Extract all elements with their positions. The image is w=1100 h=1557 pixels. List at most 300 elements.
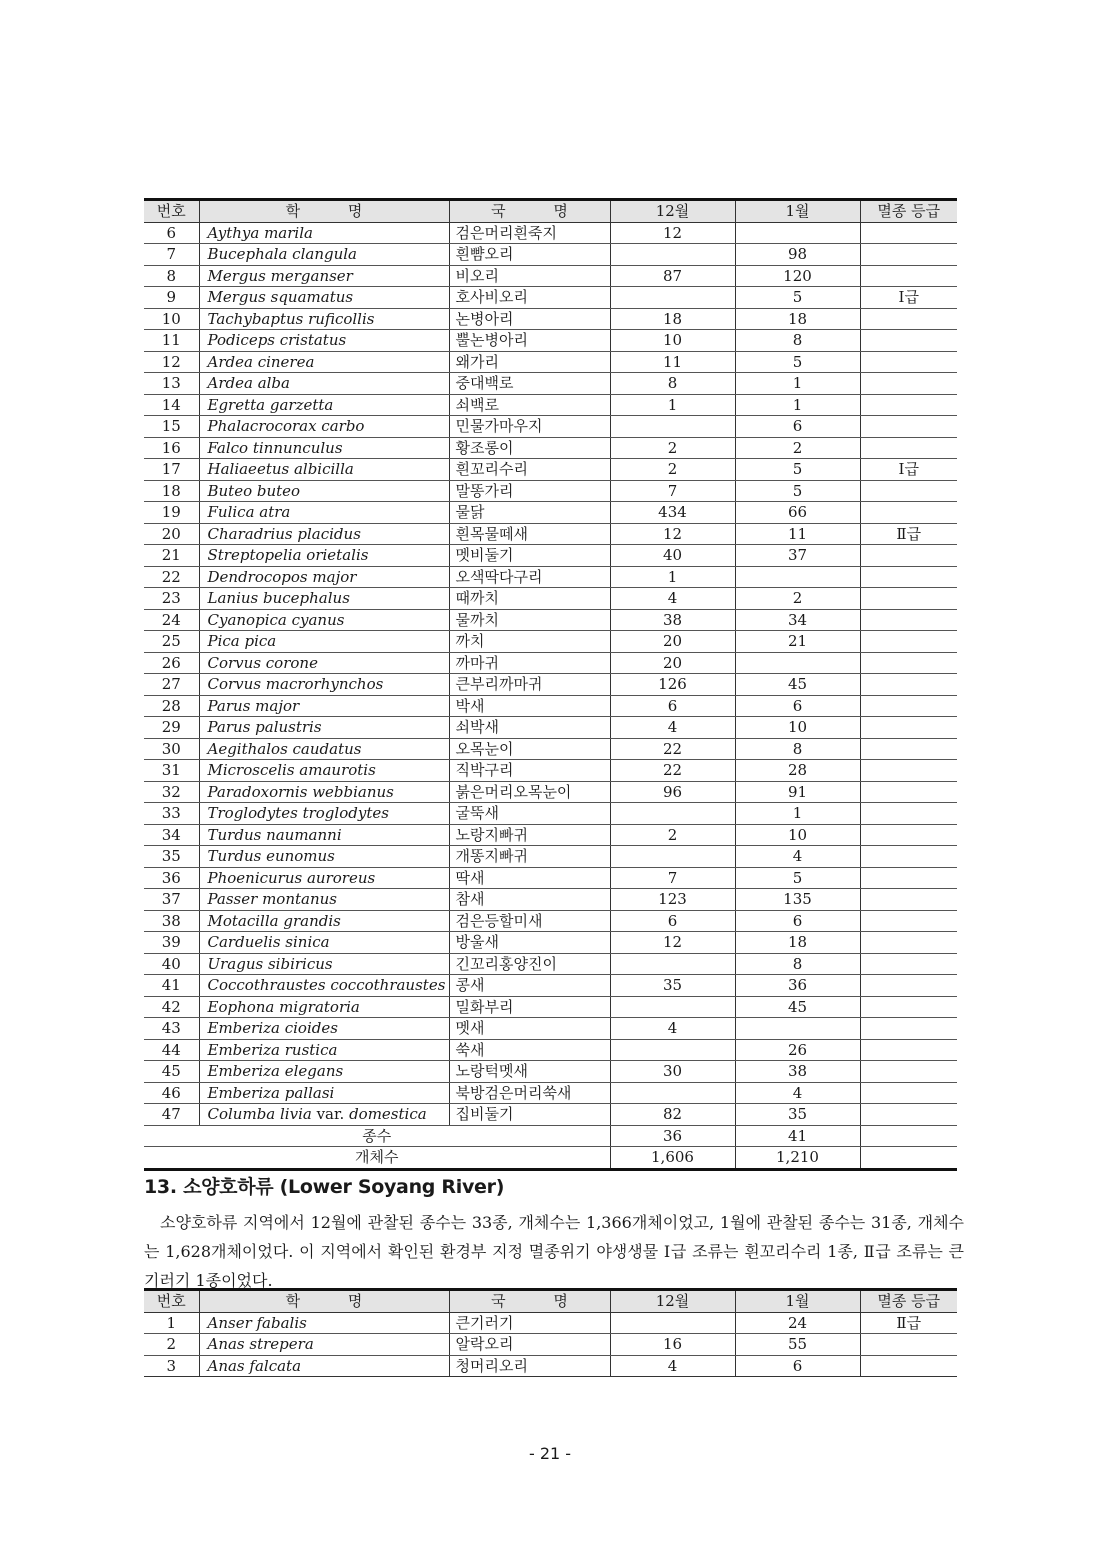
korean-name: 참새 <box>449 889 610 911</box>
table-row <box>144 889 957 911</box>
section-paragraph <box>144 1208 964 1295</box>
korean-name: 집비둘기 <box>449 1104 610 1126</box>
scientific-name: Buteo buteo <box>199 480 449 502</box>
january-count: 38 <box>735 1061 860 1083</box>
table-row <box>144 502 957 524</box>
december-count: 1 <box>610 394 735 416</box>
header-january: 1월 <box>735 200 860 223</box>
row-number: 38 <box>144 910 199 932</box>
scientific-name: Carduelis sinica <box>199 932 449 954</box>
january-count <box>735 222 860 244</box>
endangered-grade <box>860 1355 957 1377</box>
row-number: 23 <box>144 588 199 610</box>
page-number: - 21 - <box>528 1444 572 1463</box>
korean-name: 굴뚝새 <box>449 803 610 825</box>
scientific-name: Charadrius placidus <box>199 523 449 545</box>
header-december: 12월 <box>610 200 735 223</box>
korean-name: 때까치 <box>449 588 610 610</box>
december-count: 12 <box>610 222 735 244</box>
scientific-name: Microscelis amaurotis <box>199 760 449 782</box>
korean-name: 청머리오리 <box>449 1355 610 1377</box>
korean-name: 멧새 <box>449 1018 610 1040</box>
row-number: 43 <box>144 1018 199 1040</box>
january-count <box>735 566 860 588</box>
december-count <box>610 803 735 825</box>
scientific-name: Phalacrocorax carbo <box>199 416 449 438</box>
december-count: 8 <box>610 373 735 395</box>
december-count: 18 <box>610 308 735 330</box>
december-count <box>610 1039 735 1061</box>
korean-name: 흰꼬리수리 <box>449 459 610 481</box>
header-korean-name: 국 명 <box>449 200 610 223</box>
row-number: 34 <box>144 824 199 846</box>
row-number: 47 <box>144 1104 199 1126</box>
january-count: 1 <box>735 394 860 416</box>
december-count: 10 <box>610 330 735 352</box>
paragraph-text: 소양호하류 지역에서 12월에 관찰된 종수는 33종, 개체수는 1,366개체이었고, 1월에 관찰된 종수는 31종, 개체수는 1,628개체이었다. 이 지역에서 확인된 환경부 지정 멸종위기 야생생물 Ⅰ급 조류는 흰꼬리수리 1종, Ⅱ급 조류는 큰기러기 1종이었다. <box>144 1213 964 1290</box>
december-count: 4 <box>610 1018 735 1040</box>
row-number: 8 <box>144 265 199 287</box>
december-count: 22 <box>610 760 735 782</box>
december-count: 12 <box>610 523 735 545</box>
january-count: 98 <box>735 244 860 266</box>
endangered-grade <box>860 889 957 911</box>
table-row <box>144 480 957 502</box>
january-count: 2 <box>735 437 860 459</box>
row-number: 17 <box>144 459 199 481</box>
table-row <box>144 609 957 631</box>
individual-total-december: 1,606 <box>610 1147 735 1170</box>
scientific-name: Corvus corone <box>199 652 449 674</box>
endangered-grade <box>860 609 957 631</box>
scientific-name: Emberiza pallasi <box>199 1082 449 1104</box>
december-count: 38 <box>610 609 735 631</box>
endangered-grade: Ⅱ급 <box>860 1312 957 1334</box>
individual-total-row <box>144 1147 957 1170</box>
korean-name: 밀화부리 <box>449 996 610 1018</box>
endangered-grade <box>860 588 957 610</box>
endangered-grade <box>860 437 957 459</box>
december-count: 16 <box>610 1334 735 1356</box>
endangered-grade <box>860 330 957 352</box>
table-row <box>144 222 957 244</box>
january-count: 6 <box>735 695 860 717</box>
endangered-grade <box>860 1334 957 1356</box>
header-december: 12월 <box>610 1290 735 1313</box>
january-count: 1 <box>735 803 860 825</box>
korean-name: 딱새 <box>449 867 610 889</box>
scientific-name: Eophona migratoria <box>199 996 449 1018</box>
korean-name: 검은등할미새 <box>449 910 610 932</box>
january-count: 37 <box>735 545 860 567</box>
january-count <box>735 652 860 674</box>
december-count <box>610 1082 735 1104</box>
scientific-name: Lanius bucephalus <box>199 588 449 610</box>
table-row <box>144 738 957 760</box>
row-number: 45 <box>144 1061 199 1083</box>
december-count <box>610 846 735 868</box>
row-number: 40 <box>144 953 199 975</box>
endangered-grade <box>860 631 957 653</box>
january-count: 6 <box>735 416 860 438</box>
endangered-grade <box>860 824 957 846</box>
row-number: 42 <box>144 996 199 1018</box>
table-body <box>144 1312 957 1377</box>
endangered-grade <box>860 910 957 932</box>
row-number: 11 <box>144 330 199 352</box>
scientific-name: Emberiza cioides <box>199 1018 449 1040</box>
scientific-name: Turdus eunomus <box>199 846 449 868</box>
species-total-row <box>144 1125 957 1147</box>
december-count: 6 <box>610 910 735 932</box>
december-count <box>610 953 735 975</box>
endangered-grade <box>860 674 957 696</box>
table-row <box>144 1104 957 1126</box>
scientific-name: Pica pica <box>199 631 449 653</box>
january-count: 2 <box>735 588 860 610</box>
january-count: 5 <box>735 287 860 309</box>
january-count: 5 <box>735 867 860 889</box>
table-row <box>144 1355 957 1377</box>
december-count: 6 <box>610 695 735 717</box>
endangered-grade <box>860 394 957 416</box>
korean-name: 쇠백로 <box>449 394 610 416</box>
row-number: 2 <box>144 1334 199 1356</box>
row-number: 22 <box>144 566 199 588</box>
scientific-name: Phoenicurus auroreus <box>199 867 449 889</box>
row-number: 26 <box>144 652 199 674</box>
december-count: 96 <box>610 781 735 803</box>
header-number: 번호 <box>144 1290 199 1313</box>
scientific-name: Dendrocopos major <box>199 566 449 588</box>
january-count: 135 <box>735 889 860 911</box>
endangered-grade <box>860 308 957 330</box>
january-count: 5 <box>735 480 860 502</box>
korean-name: 개똥지빠귀 <box>449 846 610 868</box>
row-number: 19 <box>144 502 199 524</box>
species-total-grade <box>860 1125 957 1147</box>
endangered-grade <box>860 1018 957 1040</box>
table-row <box>144 695 957 717</box>
row-number: 27 <box>144 674 199 696</box>
december-count: 4 <box>610 588 735 610</box>
korean-name: 노랑지빠귀 <box>449 824 610 846</box>
january-count: 10 <box>735 717 860 739</box>
scientific-name: Paradoxornis webbianus <box>199 781 449 803</box>
row-number: 30 <box>144 738 199 760</box>
header-endangered-grade: 멸종 등급 <box>860 1290 957 1313</box>
row-number: 37 <box>144 889 199 911</box>
scientific-name: Anser fabalis <box>199 1312 449 1334</box>
table-row <box>144 932 957 954</box>
endangered-grade <box>860 803 957 825</box>
species-total-label: 종수 <box>144 1125 610 1147</box>
january-count: 8 <box>735 738 860 760</box>
table-header-row <box>144 1290 957 1313</box>
header-endangered-grade: 멸종 등급 <box>860 200 957 223</box>
row-number: 15 <box>144 416 199 438</box>
table-row <box>144 803 957 825</box>
table-row <box>144 459 957 481</box>
korean-name: 중대백로 <box>449 373 610 395</box>
december-count: 30 <box>610 1061 735 1083</box>
december-count <box>610 416 735 438</box>
table-row <box>144 910 957 932</box>
december-count <box>610 996 735 1018</box>
row-number: 29 <box>144 717 199 739</box>
scientific-name: Parus major <box>199 695 449 717</box>
header-scientific-name: 학 명 <box>199 200 449 223</box>
korean-name: 흰목물떼새 <box>449 523 610 545</box>
december-count: 40 <box>610 545 735 567</box>
row-number: 14 <box>144 394 199 416</box>
endangered-grade <box>860 867 957 889</box>
header-january: 1월 <box>735 1290 860 1313</box>
december-count: 123 <box>610 889 735 911</box>
korean-name: 노랑턱멧새 <box>449 1061 610 1083</box>
korean-name: 물닭 <box>449 502 610 524</box>
row-number: 13 <box>144 373 199 395</box>
table-row <box>144 566 957 588</box>
december-count <box>610 287 735 309</box>
table-row <box>144 1018 957 1040</box>
december-count: 11 <box>610 351 735 373</box>
row-number: 39 <box>144 932 199 954</box>
december-count <box>610 244 735 266</box>
january-count: 6 <box>735 1355 860 1377</box>
table-row <box>144 760 957 782</box>
korean-name: 말똥가리 <box>449 480 610 502</box>
scientific-name: Falco tinnunculus <box>199 437 449 459</box>
december-count: 4 <box>610 717 735 739</box>
scientific-name: Emberiza rustica <box>199 1039 449 1061</box>
endangered-grade <box>860 244 957 266</box>
january-count: 24 <box>735 1312 860 1334</box>
table-row <box>144 867 957 889</box>
table-row <box>144 437 957 459</box>
january-count: 11 <box>735 523 860 545</box>
table-row <box>144 308 957 330</box>
january-count: 120 <box>735 265 860 287</box>
scientific-name: Coccothraustes coccothraustes <box>199 975 449 997</box>
january-count: 4 <box>735 846 860 868</box>
scientific-name: Egretta garzetta <box>199 394 449 416</box>
row-number: 18 <box>144 480 199 502</box>
variety-name: domestica <box>349 1105 427 1123</box>
header-scientific-name: 학 명 <box>199 1290 449 1313</box>
row-number: 21 <box>144 545 199 567</box>
endangered-grade: Ⅱ급 <box>860 523 957 545</box>
endangered-grade <box>860 416 957 438</box>
scientific-name: Turdus naumanni <box>199 824 449 846</box>
endangered-grade <box>860 717 957 739</box>
table-row <box>144 824 957 846</box>
row-number: 12 <box>144 351 199 373</box>
december-count: 2 <box>610 437 735 459</box>
january-count: 10 <box>735 824 860 846</box>
scientific-name: Mergus merganser <box>199 265 449 287</box>
scientific-name: Anas falcata <box>199 1355 449 1377</box>
korean-name: 알락오리 <box>449 1334 610 1356</box>
korean-name: 호사비오리 <box>449 287 610 309</box>
korean-name: 방울새 <box>449 932 610 954</box>
table-header-row <box>144 200 957 223</box>
korean-name: 뿔논병아리 <box>449 330 610 352</box>
korean-name: 큰부리까마귀 <box>449 674 610 696</box>
table-row <box>144 416 957 438</box>
row-number: 36 <box>144 867 199 889</box>
january-count: 18 <box>735 308 860 330</box>
row-number: 9 <box>144 287 199 309</box>
scientific-name: Uragus sibiricus <box>199 953 449 975</box>
january-count: 5 <box>735 459 860 481</box>
species-total-december: 36 <box>610 1125 735 1147</box>
scientific-name: Ardea alba <box>199 373 449 395</box>
december-count: 4 <box>610 1355 735 1377</box>
endangered-grade <box>860 373 957 395</box>
table-row <box>144 652 957 674</box>
scientific-name: Corvus macrorhynchos <box>199 674 449 696</box>
korean-name: 흰뺨오리 <box>449 244 610 266</box>
scientific-name: Cyanopica cyanus <box>199 609 449 631</box>
january-count: 1 <box>735 373 860 395</box>
row-number: 35 <box>144 846 199 868</box>
korean-name: 박새 <box>449 695 610 717</box>
endangered-grade <box>860 760 957 782</box>
korean-name: 까마귀 <box>449 652 610 674</box>
table-row <box>144 523 957 545</box>
row-number: 1 <box>144 1312 199 1334</box>
table-row <box>144 351 957 373</box>
korean-name: 콩새 <box>449 975 610 997</box>
table-row <box>144 846 957 868</box>
january-count: 34 <box>735 609 860 631</box>
row-number: 28 <box>144 695 199 717</box>
korean-name: 직박구리 <box>449 760 610 782</box>
scientific-name: Passer montanus <box>199 889 449 911</box>
korean-name: 긴꼬리홍양진이 <box>449 953 610 975</box>
endangered-grade <box>860 1061 957 1083</box>
january-count: 55 <box>735 1334 860 1356</box>
korean-name: 까치 <box>449 631 610 653</box>
korean-name: 붉은머리오목눈이 <box>449 781 610 803</box>
endangered-grade <box>860 566 957 588</box>
row-number: 44 <box>144 1039 199 1061</box>
december-count: 35 <box>610 975 735 997</box>
endangered-grade <box>860 975 957 997</box>
korean-name: 논병아리 <box>449 308 610 330</box>
january-count: 91 <box>735 781 860 803</box>
endangered-grade: Ⅰ급 <box>860 459 957 481</box>
scientific-name: Anas strepera <box>199 1334 449 1356</box>
december-count: 434 <box>610 502 735 524</box>
korean-name: 오색딱다구리 <box>449 566 610 588</box>
scientific-name: Mergus squamatus <box>199 287 449 309</box>
endangered-grade <box>860 1039 957 1061</box>
species-total-january: 41 <box>735 1125 860 1147</box>
scientific-name: Bucephala clangula <box>199 244 449 266</box>
endangered-grade <box>860 695 957 717</box>
january-count: 45 <box>735 996 860 1018</box>
endangered-grade <box>860 545 957 567</box>
december-count: 126 <box>610 674 735 696</box>
korean-name: 멧비둘기 <box>449 545 610 567</box>
table-row <box>144 1312 957 1334</box>
korean-name: 오목눈이 <box>449 738 610 760</box>
scientific-name: Streptopelia orietalis <box>199 545 449 567</box>
header-number: 번호 <box>144 200 199 223</box>
table-row <box>144 1334 957 1356</box>
korean-name: 검은머리흰죽지 <box>449 222 610 244</box>
scientific-name: Columba livia var. domestica <box>199 1104 449 1126</box>
table-row <box>144 588 957 610</box>
scientific-name: Haliaeetus albicilla <box>199 459 449 481</box>
section-title: 13. 소양호하류 (Lower Soyang River) <box>144 1176 505 1198</box>
scientific-name: Parus palustris <box>199 717 449 739</box>
endangered-grade <box>860 846 957 868</box>
january-count: 8 <box>735 330 860 352</box>
korean-name: 비오리 <box>449 265 610 287</box>
december-count: 87 <box>610 265 735 287</box>
table-row <box>144 330 957 352</box>
bird-survey-table-1 <box>144 198 957 1171</box>
table-row <box>144 717 957 739</box>
scientific-name: Aegithalos caudatus <box>199 738 449 760</box>
december-count: 20 <box>610 652 735 674</box>
december-count <box>610 1312 735 1334</box>
scientific-name: Motacilla grandis <box>199 910 449 932</box>
endangered-grade <box>860 738 957 760</box>
table-row <box>144 394 957 416</box>
january-count: 28 <box>735 760 860 782</box>
table-row <box>144 265 957 287</box>
january-count: 4 <box>735 1082 860 1104</box>
table-row <box>144 545 957 567</box>
table-body <box>144 222 957 1125</box>
endangered-grade: Ⅰ급 <box>860 287 957 309</box>
individual-total-label: 개체수 <box>144 1147 610 1170</box>
january-count <box>735 1018 860 1040</box>
january-count: 18 <box>735 932 860 954</box>
korean-name: 물까치 <box>449 609 610 631</box>
korean-name: 민물가마우지 <box>449 416 610 438</box>
row-number: 24 <box>144 609 199 631</box>
december-count: 12 <box>610 932 735 954</box>
row-number: 25 <box>144 631 199 653</box>
january-count: 36 <box>735 975 860 997</box>
table-row <box>144 244 957 266</box>
table-row <box>144 631 957 653</box>
row-number: 31 <box>144 760 199 782</box>
individual-total-grade <box>860 1147 957 1170</box>
endangered-grade <box>860 953 957 975</box>
korean-name: 황조롱이 <box>449 437 610 459</box>
endangered-grade <box>860 1082 957 1104</box>
january-count: 21 <box>735 631 860 653</box>
row-number: 20 <box>144 523 199 545</box>
endangered-grade <box>860 480 957 502</box>
scientific-name: Troglodytes troglodytes <box>199 803 449 825</box>
row-number: 6 <box>144 222 199 244</box>
december-count: 7 <box>610 480 735 502</box>
endangered-grade <box>860 996 957 1018</box>
row-number: 7 <box>144 244 199 266</box>
variety-abbreviation: var. <box>311 1105 350 1123</box>
table-row <box>144 1061 957 1083</box>
scientific-name: Emberiza elegans <box>199 1061 449 1083</box>
header-korean-name: 국 명 <box>449 1290 610 1313</box>
scientific-name: Fulica atra <box>199 502 449 524</box>
